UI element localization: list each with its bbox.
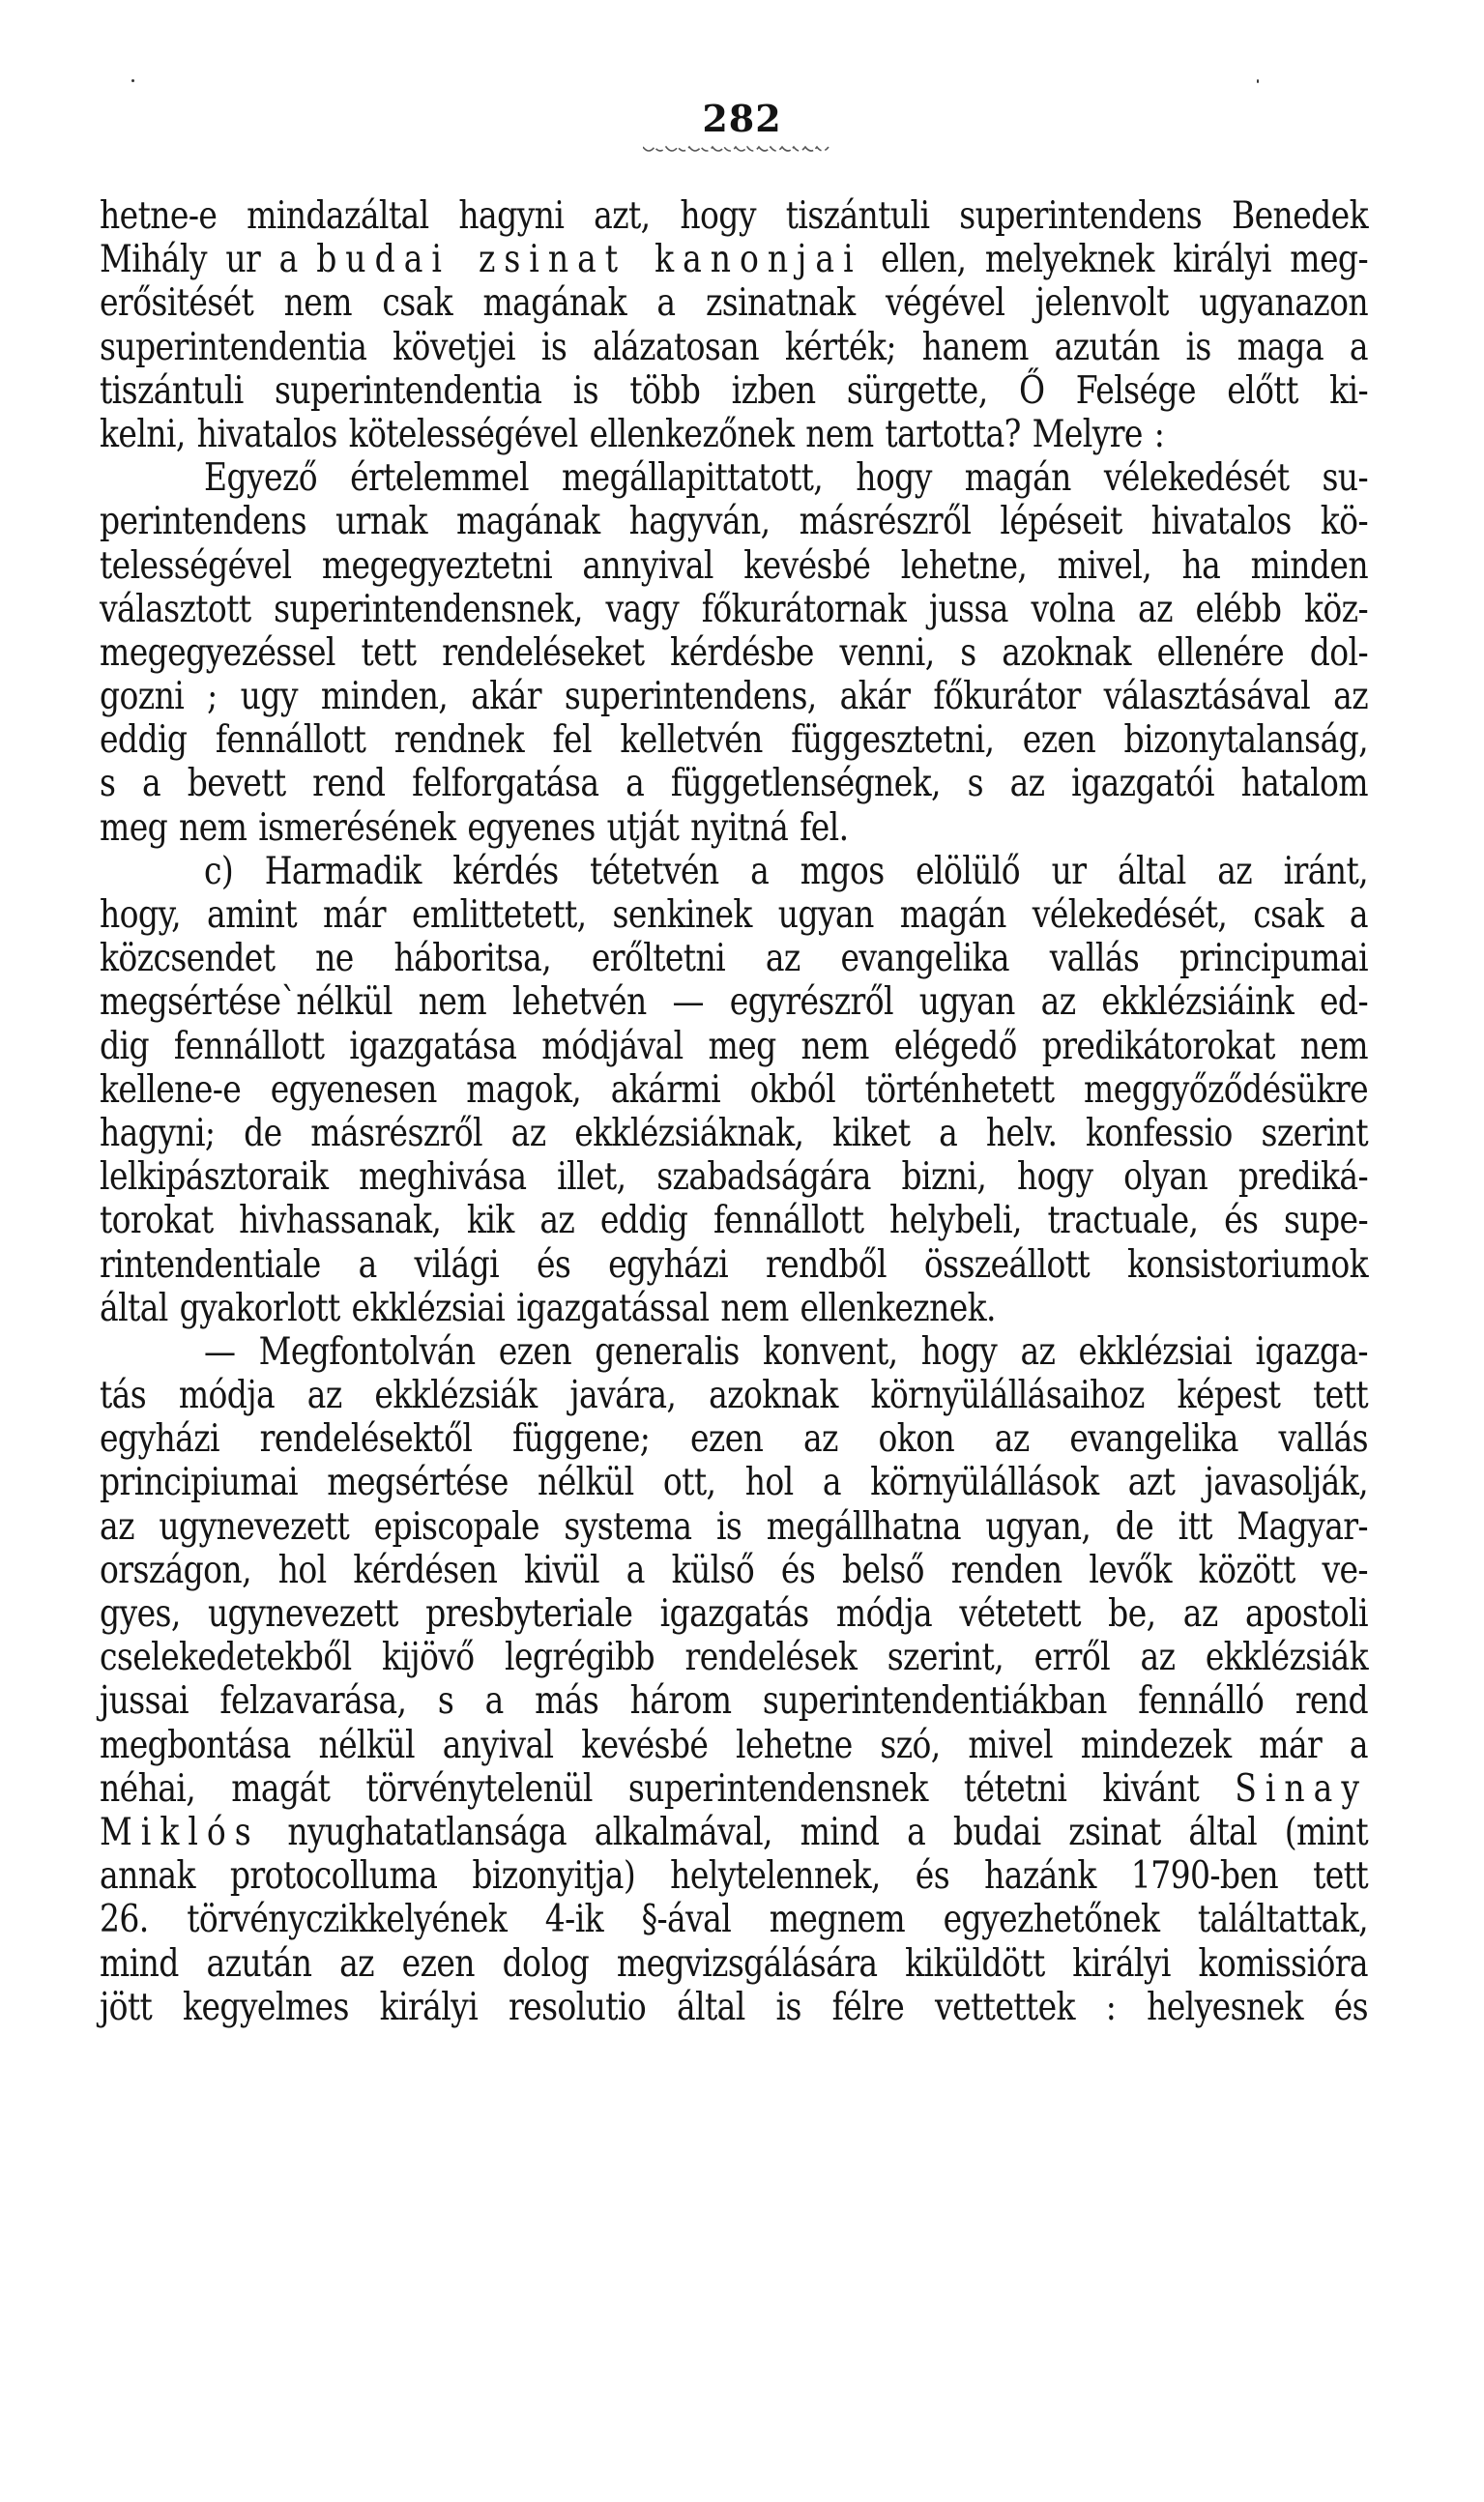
letterspaced-text: budai zsinat kanonjai bbox=[316, 236, 862, 281]
text-line: megegyezéssel tett rendeléseket kérdésbe venni, s azoknak ellenére dol- bbox=[100, 629, 1368, 675]
text-line: tiszántuli superintendentia is több izben sürgette, Ő Felsége előtt ki- bbox=[100, 367, 1368, 413]
scan-speck bbox=[131, 79, 134, 82]
text-line: közcsendet ne háboritsa, erőltetni az evangelika vallás principumai bbox=[100, 935, 1368, 980]
text-line: tás módja az ekklézsiák javára, azoknak környülállásaihoz képest tett bbox=[100, 1372, 1368, 1417]
text-line: az ugynevezett episcopale systema is megállhatna ugyan, de itt Magyar- bbox=[100, 1503, 1368, 1549]
text-line: gyes, ugynevezett presbyteriale igazgatás módja vétetett be, az apostoli bbox=[100, 1590, 1368, 1636]
text-line: megsértése`nélkül nem lehetvén — egyrészről ugyan az ekklézsiáink ed- bbox=[100, 978, 1368, 1024]
scan-speck bbox=[1257, 79, 1259, 83]
body-text bbox=[100, 193, 1368, 2028]
text-line: meg nem ismerésének egyenes utját nyitná fel. bbox=[100, 804, 849, 850]
paragraph-start-line: c) Harmadik kérdés tétetvén a mgos elölülő ur által az iránt, bbox=[204, 848, 1368, 893]
text-line: mind azután az ezen dolog megvizsgálására kiküldött királyi komissióra bbox=[100, 1939, 1368, 1985]
paragraph-start-line: Egyező értelemmel megállapittatott, hogy magán vélekedését su- bbox=[204, 454, 1368, 500]
letterspaced-text: Sinay bbox=[1235, 1765, 1368, 1811]
decorative-wavy-rule bbox=[643, 143, 841, 155]
text-run: ellen, melyeknek királyi meg- bbox=[861, 236, 1369, 281]
text-line: cselekedetekből kijövő legrégibb rendelések szerint, erről az ekklézsiák bbox=[100, 1634, 1368, 1679]
text-line: kelni, hivatalos kötelességével ellenkezőnek nem tartotta? Melyre : bbox=[100, 411, 1165, 456]
text-line: dig fennállott igazgatása módjával meg nem elégedő predikátorokat nem bbox=[100, 1023, 1368, 1068]
text-line: egyházi rendelésektől függene; ezen az okon az evangelika vallás bbox=[100, 1415, 1368, 1461]
text-line: gozni ; ugy minden, akár superintendens, akár főkurátor választásával az bbox=[100, 673, 1368, 718]
text-line: torokat hivhassanak, kik az eddig fennállott helybeli, tractuale, és supe- bbox=[100, 1197, 1368, 1242]
page-number: 282 bbox=[702, 97, 782, 140]
text-line: 26. törvényczikkelyének 4-ik §-ával megnem egyezhetőnek találtattak, bbox=[100, 1896, 1368, 1941]
page-header bbox=[0, 97, 1484, 155]
text-line: jussai felzavarása, s a más három superintendentiákban fennálló rend bbox=[100, 1677, 1368, 1723]
text-line: hagyni; de másrészről az ekklézsiáknak, kiket a helv. konfessio szerint bbox=[100, 1110, 1368, 1155]
paragraph-start-line: — Megfontolván ezen generalis konvent, hogy az ekklézsiai igazga- bbox=[204, 1328, 1368, 1374]
text-line: s a bevett rend felforgatása a függetlenségnek, s az igazgatói hatalom bbox=[100, 760, 1368, 805]
text-line: választott superintendensnek, vagy főkurátornak jussa volna az elébb köz- bbox=[100, 586, 1368, 631]
text-run: nyughatatlansága alkalmával, mind a budai zsinat által (mint bbox=[259, 1809, 1368, 1854]
text-line: annak protocolluma bizonyitja) helytelennek, és hazánk 1790-ben tett bbox=[100, 1852, 1368, 1898]
text-line: eddig fennállott rendnek fel kelletvén függesztetni, ezen bizonytalanság, bbox=[100, 716, 1368, 762]
text-line: hetne-e mindazáltal hagyni azt, hogy tiszántuli superintendens Benedek bbox=[100, 192, 1368, 238]
text-line: hogy, amint már emlittetett, senkinek ugyan magán vélekedését, csak a bbox=[100, 891, 1368, 937]
letterspaced-text: Miklós bbox=[100, 1809, 260, 1854]
text-line: országon, hol kérdésen kivül a külső és belső renden levők között ve- bbox=[100, 1547, 1368, 1592]
text-line: perintendens urnak magának hagyván, másrészről lépéseit hivatalos kö- bbox=[100, 498, 1368, 543]
text-line: kellene-e egyenesen magok, akármi okból történhetett meggyőződésükre bbox=[100, 1066, 1368, 1112]
text-line: principiumai megsértése nélkül ott, hol a környülállások azt javasolják, bbox=[100, 1459, 1368, 1504]
text-line: rintendentiale a világi és egyházi rendből összeállott konsistoriumok bbox=[100, 1240, 1368, 1286]
text-run: Mihály ur a bbox=[100, 236, 317, 281]
text-line: lelkipásztoraik meghivása illet, szabadságára bizni, hogy olyan prediká- bbox=[100, 1153, 1368, 1199]
text-run: néhai, magát törvénytelenül superintendensnek tétetni kivánt bbox=[100, 1765, 1236, 1811]
text-line: megbontása nélkül anyival kevésbé lehetne szó, mivel mindezek már a bbox=[100, 1722, 1368, 1767]
text-line: jött kegyelmes királyi resolutio által is félre vettettek : helyesnek és bbox=[100, 1984, 1368, 2029]
text-line: telességével megegyeztetni annyival kevésbé lehetne, mivel, ha minden bbox=[100, 541, 1368, 587]
text-line: erősitését nem csak magának a zsinatnak végével jelenvolt ugyanazon bbox=[100, 279, 1368, 325]
text-line: superintendentia követjei is alázatosan kérték; hanem azután is maga a bbox=[100, 324, 1368, 369]
text-line: által gyakorlott ekklézsiai igazgatással nem ellenkeznek. bbox=[100, 1285, 996, 1330]
